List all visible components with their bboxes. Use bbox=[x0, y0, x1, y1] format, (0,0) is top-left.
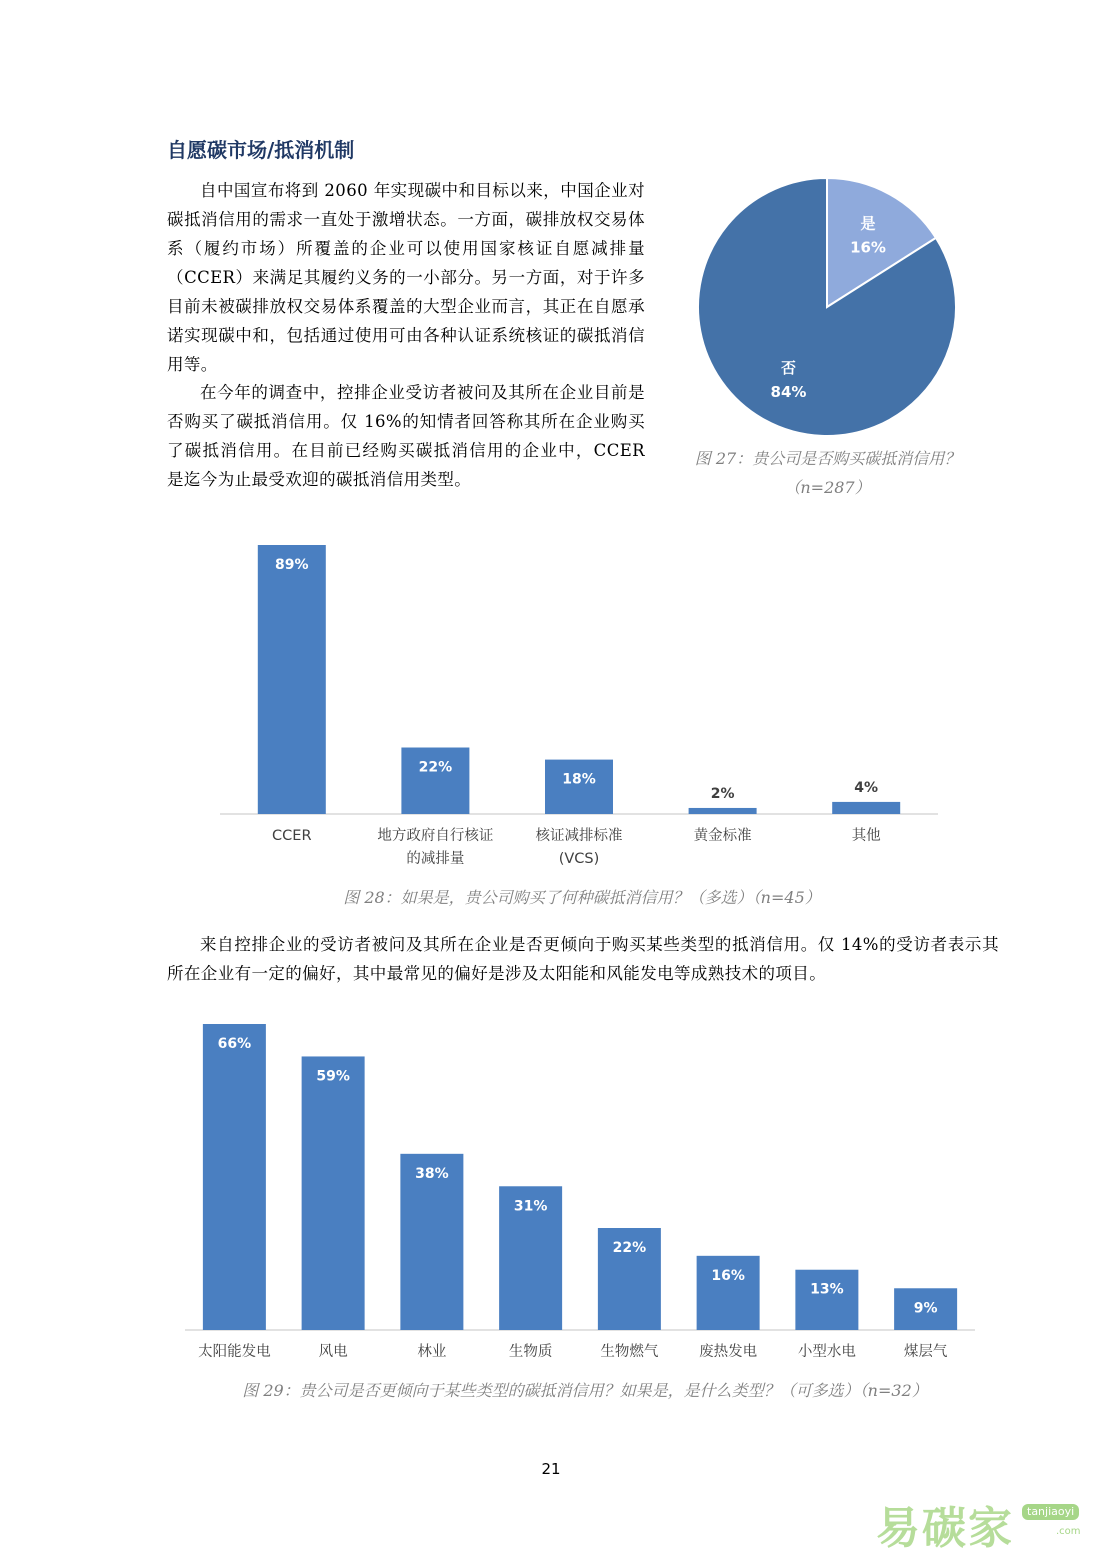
bar-value-label: 4% bbox=[854, 779, 879, 796]
x-tick-label: 地方政府自行核证 bbox=[377, 828, 494, 844]
x-tick-label: 林业 bbox=[417, 1344, 447, 1360]
bar bbox=[401, 748, 469, 814]
watermark-domain: .com bbox=[1056, 1526, 1081, 1537]
bar-value-label: 22% bbox=[612, 1240, 647, 1256]
x-tick-label: 黄金标准 bbox=[693, 828, 752, 844]
x-tick-label: 其他 bbox=[851, 828, 881, 844]
x-tick-label: 生物质 bbox=[508, 1344, 553, 1360]
paragraph-survey: 在今年的调查中，控排企业受访者被问及其所在企业目前是否购买了碳抵消信用。仅 16%的知情者回答称其所在企业购买了碳抵消信用。在目前已经购买碳抵消信用的企业中，CCER 是迄今为止最受欢迎的碳抵消信用类型。 bbox=[167, 383, 645, 489]
bar-chart-fig29 bbox=[185, 1012, 985, 1367]
watermark-badge: tanjiaoyi bbox=[1022, 1504, 1079, 1520]
bar bbox=[832, 802, 900, 814]
figure-27-caption: 图 27：贵公司是否购买碳抵消信用？ bbox=[694, 449, 961, 468]
bar-value-label: 89% bbox=[275, 557, 309, 573]
pie-label-category: 否 bbox=[780, 359, 796, 378]
bar-chart-fig28 bbox=[220, 530, 950, 875]
x-tick-label: (VCS) bbox=[558, 851, 600, 867]
figure-28-caption: 图 28：如果是，贵公司购买了何种碳抵消信用？（多选）（n=45） bbox=[343, 888, 821, 907]
x-tick-label: 风电 bbox=[318, 1344, 348, 1360]
pie-label-value: 84% bbox=[770, 383, 807, 402]
x-tick-label: 煤层气 bbox=[903, 1344, 948, 1360]
x-tick-label: CCER bbox=[272, 828, 312, 844]
bar-value-label: 16% bbox=[711, 1267, 745, 1284]
watermark-logo bbox=[876, 1492, 1091, 1552]
x-tick-label: 生物燃气 bbox=[600, 1344, 659, 1360]
bar-value-label: 38% bbox=[415, 1165, 449, 1182]
figure-29-caption: 图 29：贵公司是否更倾向于某些类型的碳抵消信用？如果是，是什么类型？（可多选）（n=32） bbox=[242, 1381, 928, 1400]
x-tick-label: 核证减排标准 bbox=[535, 828, 623, 844]
paragraph-preference: 来自控排企业的受访者被问及其所在企业是否更倾向于购买某些类型的抵消信用。仅 14%的受访者表示其所在企业有一定的偏好，其中最常见的偏好是涉及太阳能和风能发电等成熟技术的项目。 bbox=[167, 935, 999, 983]
bar-value-label: 66% bbox=[217, 1036, 252, 1052]
x-tick-label: 的减排量 bbox=[406, 851, 465, 867]
paragraph-intro: 自中国宣布将到 2060 年实现碳中和目标以来，中国企业对碳抵消信用的需求一直处于激增状态。一方面，碳排放权交易体系（履约市场）所覆盖的企业可以使用国家核证自愿减排量（CCER）来满足其履约义务的一小部分。另一方面，对于许多目前未被碳排放权交易体系覆盖的大型企业而言，其正在自愿承诺实现碳中和，包括通过使用可由各种认证系统核证的碳抵消信用等。 bbox=[167, 181, 645, 374]
bar bbox=[258, 545, 326, 814]
pie-chart-fig27 bbox=[690, 170, 965, 445]
x-tick-label: 太阳能发电 bbox=[198, 1344, 271, 1360]
bar bbox=[203, 1024, 266, 1330]
bar-value-label: 31% bbox=[513, 1198, 548, 1215]
watermark-text: 易碳家 bbox=[876, 1503, 1014, 1554]
bar-value-label: 18% bbox=[562, 771, 596, 788]
page-number: 21 bbox=[541, 1460, 561, 1478]
pie-label-value: 16% bbox=[850, 238, 886, 257]
bar-value-label: 2% bbox=[710, 785, 735, 802]
figure-27-sample-size: （n=287） bbox=[784, 478, 871, 497]
x-tick-label: 小型水电 bbox=[797, 1344, 856, 1360]
bar bbox=[689, 808, 757, 814]
bar bbox=[795, 1270, 858, 1330]
bar-value-label: 9% bbox=[913, 1300, 938, 1317]
bar-value-label: 59% bbox=[316, 1068, 350, 1085]
bar-value-label: 13% bbox=[810, 1281, 844, 1298]
pie-label-category: 是 bbox=[860, 214, 876, 233]
section-title: 自愿碳市场/抵消机制 bbox=[167, 138, 355, 162]
bar-value-label: 22% bbox=[418, 759, 453, 776]
x-tick-label: 废热发电 bbox=[699, 1344, 758, 1360]
bar bbox=[302, 1056, 365, 1330]
